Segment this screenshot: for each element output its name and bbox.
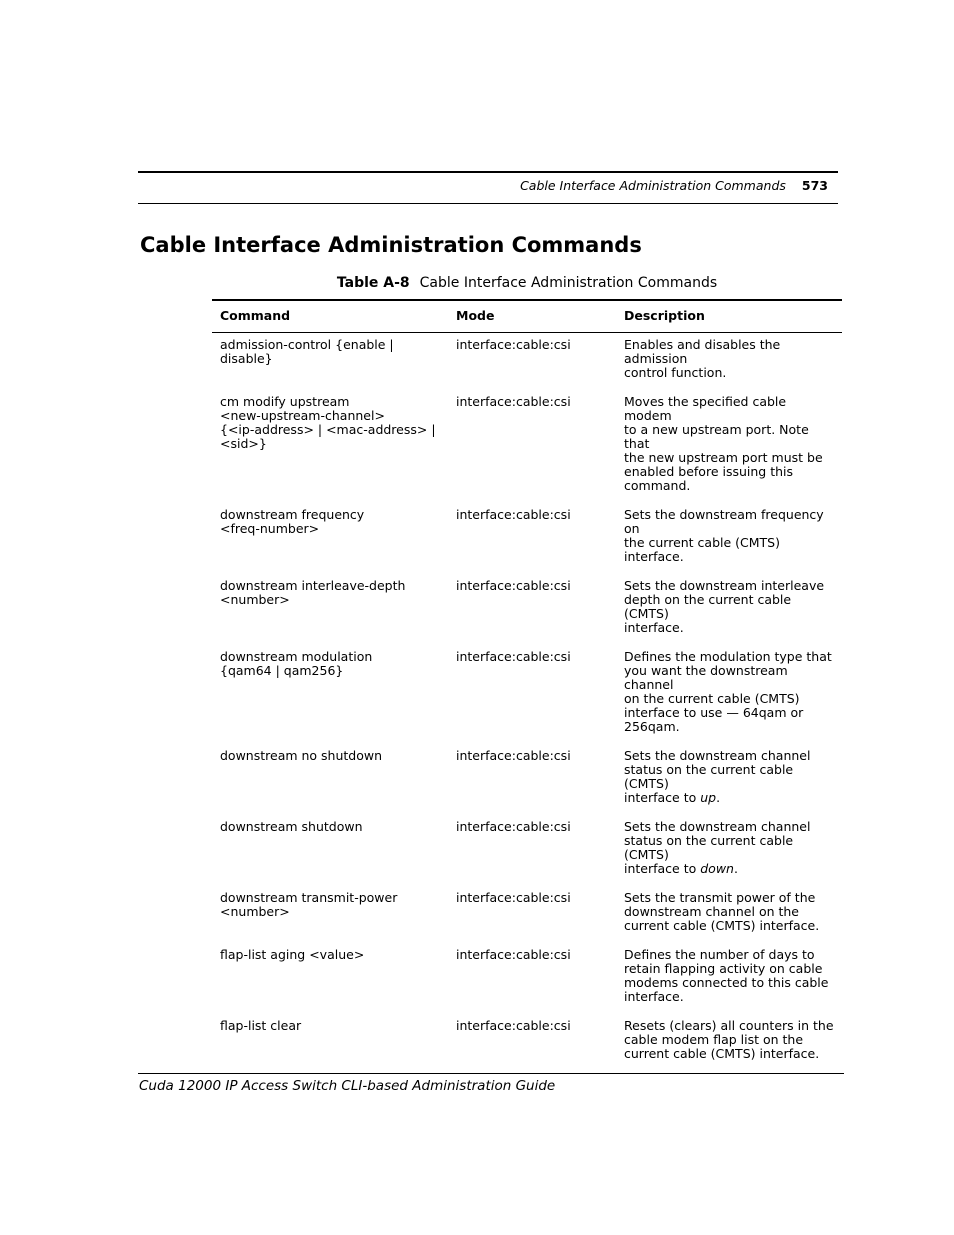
commands-table-wrapper xyxy=(212,299,842,1071)
caption-label: Table A-8 xyxy=(336,275,410,291)
description-emphasis: up xyxy=(700,790,717,805)
column-header-description: Description xyxy=(624,308,705,323)
mode-cell: interface:cable:csi xyxy=(456,1018,571,1033)
mode-cell: interface:cable:csi xyxy=(456,337,571,352)
footer-text: Cuda 12000 IP Access Switch CLI-based Administration Guide xyxy=(139,1078,556,1094)
mode-cell: interface:cable:csi xyxy=(456,578,571,593)
mode-cell: interface:cable:csi xyxy=(456,507,571,522)
description-cell: Defines the modulation type that you want the downstream channel on the current cable (CMTS) interface to use — 64qam or 256qam. xyxy=(624,649,832,734)
table-row xyxy=(212,886,842,943)
header-rule-bottom xyxy=(138,203,838,204)
mode-cell: interface:cable:csi xyxy=(456,890,571,905)
column-header-command: Command xyxy=(220,308,291,323)
command-cell: downstream interleave-depth <number> xyxy=(220,578,406,607)
description-text-end: . xyxy=(733,861,738,876)
table-body xyxy=(212,333,842,1072)
table-row xyxy=(212,574,842,645)
mode-cell: interface:cable:csi xyxy=(456,649,571,664)
description-cell: Resets (clears) all counters in the cable modem flap list on the current cable (CMTS) interface. xyxy=(624,1018,834,1061)
table-caption xyxy=(212,274,842,292)
command-cell: downstream modulation {qam64 | qam256} xyxy=(220,649,373,678)
header-rule-top xyxy=(138,171,838,173)
running-header xyxy=(138,178,828,194)
description-cell xyxy=(616,815,842,886)
running-title: Cable Interface Administration Commands xyxy=(520,178,786,193)
description-cell: Moves the specified cable modem to a new upstream port. Note that the new upstream port must be enabled before issuing this command. xyxy=(624,394,823,493)
description-text-end: . xyxy=(716,790,721,805)
table-row xyxy=(212,503,842,574)
description-text: Sets the downstream channel status on the current cable (CMTS) interface to xyxy=(624,748,811,805)
table-row xyxy=(212,1014,842,1071)
table-row xyxy=(212,815,842,886)
mode-cell: interface:cable:csi xyxy=(456,819,571,834)
table-row xyxy=(212,645,842,744)
command-cell: admission-control {enable | disable} xyxy=(220,337,394,366)
commands-table xyxy=(212,299,842,1071)
table-row xyxy=(212,943,842,1014)
command-cell: cm modify upstream <new-upstream-channel> {<ip-address> | <mac-address> | <sid>} xyxy=(220,394,436,451)
description-cell: Defines the number of days to retain flapping activity on cable modems connected to this cable interface. xyxy=(624,947,829,1004)
mode-cell: interface:cable:csi xyxy=(456,947,571,962)
table-row xyxy=(212,744,842,815)
command-cell: downstream shutdown xyxy=(220,819,363,834)
caption-title: Cable Interface Administration Commands xyxy=(419,275,718,291)
description-cell: Sets the transmit power of the downstream channel on the current cable (CMTS) interface. xyxy=(624,890,820,933)
description-cell: Sets the downstream interleave depth on the current cable (CMTS) interface. xyxy=(624,578,825,635)
command-cell: flap-list aging <value> xyxy=(220,947,365,962)
section-heading: Cable Interface Administration Commands xyxy=(140,233,642,257)
table-row xyxy=(212,333,842,391)
description-cell: Sets the downstream frequency on the current cable (CMTS) interface. xyxy=(624,507,824,564)
table-header xyxy=(212,300,842,333)
description-cell xyxy=(616,744,842,815)
table-header-row xyxy=(212,300,842,333)
command-cell: flap-list clear xyxy=(220,1018,302,1033)
table-row xyxy=(212,390,842,503)
description-cell: Enables and disables the admission control function. xyxy=(624,337,781,380)
description-emphasis: down xyxy=(700,861,734,876)
command-cell: downstream frequency <freq-number> xyxy=(220,507,365,536)
mode-cell: interface:cable:csi xyxy=(456,748,571,763)
page-number: 573 xyxy=(801,178,828,193)
command-cell: downstream transmit-power <number> xyxy=(220,890,398,919)
description-text: Sets the downstream channel status on the current cable (CMTS) interface to xyxy=(624,819,811,876)
mode-cell: interface:cable:csi xyxy=(456,394,571,409)
command-cell: downstream no shutdown xyxy=(220,748,383,763)
column-header-mode: Mode xyxy=(456,308,495,323)
footer-rule xyxy=(138,1073,844,1074)
